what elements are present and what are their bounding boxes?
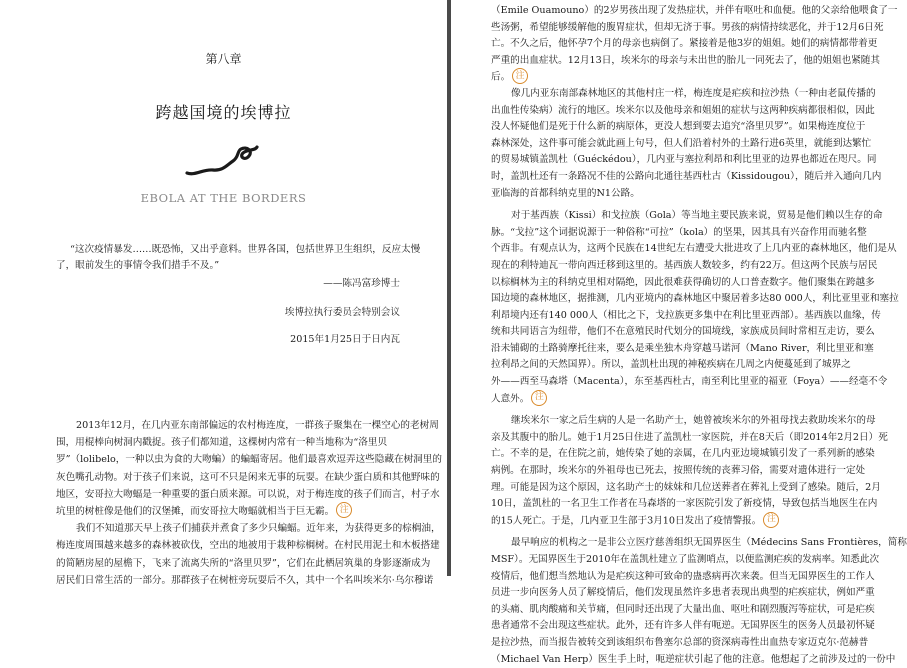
footnote-icon[interactable]: 注 (763, 512, 779, 528)
text-line: 继埃米尔一家之后生病的人是一名助产士，她曾被埃米尔的外祖母找去救助埃米尔的母 (511, 415, 876, 427)
left-page (0, 0, 447, 586)
text-line-with-note (56, 503, 406, 520)
text-line: 员进一步向医务人员了解疫情后，他们发现虽然许多患者表现出典型的疟疾症状，例如严重 (491, 587, 875, 599)
text-line: 利昂境内还有140 000人（相比之下，戈拉族更多集中在利比里亚西部）。基西族以血缘，传 (491, 309, 881, 321)
footnote-icon[interactable]: 注 (512, 68, 528, 84)
text-line: 最早响应的机构之一是非公立医疗慈善组织无国界医生（Médecins Sans Frontières，简称 (511, 537, 907, 549)
chapter-english-title: EBOLA AT THE BORDERS (140, 191, 307, 205)
text-line: 些汤粥，希望能够缓解他的腹胃症状，但却无济于事。男孩的病情持续恶化，并于12月6日死 (491, 21, 884, 33)
text-line: 10日，盖凯杜的一名卫生工作者在马森塔的一家医院引发了新疫情，导致包括当地医生在内 (491, 498, 878, 510)
text-line: 2013年12月，在几内亚东南部偏远的农村梅连度，一群孩子聚集在一棵空心的老树周 (76, 420, 439, 431)
text-span: 人意外。 (491, 393, 530, 405)
chapter-title: 跨越国境的埃博拉 (155, 103, 292, 122)
text-line: 个西非。有观点认为，这两个民族在14世纪左右遭受大批进攻了上几内亚的森林地区，他们是从 (491, 243, 897, 255)
text-line: 的简陋房屋的屋檐下，飞来了流离失所的“洛里贝罗”，它们在此栖居筑巢的身影逐渐成为 (56, 557, 431, 569)
text-line: 围，用棍棒向树洞内戳捉。孩子们都知道，这棵树内常有一种当地称为“洛里贝 (56, 437, 388, 449)
chapter-number: 第八章 (205, 52, 242, 66)
text-line: 罗”（lolibelo，一种以虫为食的大吻蝙）的蝙蝠寄居。他们最喜欢逗弄这些隐藏在树洞里的 (56, 454, 442, 466)
text-line: 外——西至马森塔（Macenta），东至基西杜古，南至利比里亚的福亚（Foya）——经毫不令 (491, 376, 888, 388)
epigraph-date: 2015年1月25日于日内瓦 (290, 334, 400, 345)
text-line: 理。可能是因为这个原因，这名助产士的妹妹和几位送葬者在葬礼上受到了感染。随后，2月 (491, 481, 881, 493)
text-line: （Emile Ouamouno）的2岁男孩出现了发热症状，并伴有呕吐和血便。他的父亲给他喂食了一 (491, 5, 898, 16)
text-line: 严重的出血症状。12月13日，埃米尔的母亲与未出世的胎儿一同死去了，他的姐姐也紧随其 (491, 54, 880, 66)
text-line: 病例。在那时，埃米尔的外祖母也已死去，按照传统的丧葬习俗，需要对遗体进行一定处 (491, 465, 866, 477)
text-line: 森林深处，这件事可能会就此画上句号，但人们沿着村外的土路行进6英里，就能到达繁忙 (491, 137, 872, 149)
epigraph (56, 242, 421, 274)
text-line: 时，盖凯杜还有一条路况不佳的公路向北通往基西杜古（Kissidougou），随后并入通向几内 (491, 170, 882, 182)
text-line-with-note (491, 357, 873, 374)
epigraph-event: 埃博拉执行委员会特别会议 (284, 307, 400, 318)
epigraph-author: ——陈冯富珍博士 (323, 278, 400, 289)
text-line: 亡。不幸的是，在住院之前，她传染了她的亲属，在几内亚边境城镇引发了一系列新的感染 (491, 448, 875, 460)
text-line: 出血性传染病）流行的地区。埃米尔以及他母亲和姐姐的症状与这两种疾病都很相似，因此 (491, 104, 875, 116)
virus-squiggle-icon (185, 143, 261, 183)
text-line: 疫情后，他们想当然地认为是疟疾这种可致命的蛊惑病再次来袭。但当无国界医生的工作人 (491, 570, 875, 582)
text-line: 患者通常不会出现这些症状。此外，还有许多人伴有呃逆。无国界医生的医务人员最初怀疑 (491, 620, 875, 632)
text-line: 的头痛、肌肉酸痛和关节痛，但同时还出现了大量出血、呕吐和剧烈腹泻等症状，可是疟疾 (491, 603, 875, 615)
text-line: MSF）。无国界医生于2010年在盖凯杜建立了监测哨点，以便监测疟疾的发病率。知悉此次 (491, 554, 880, 565)
text-line: （Michael Van Herp）医生手上时，呃逆症状引起了他的注意。他想起了之前涉及过的一份中 (491, 653, 896, 665)
epigraph-line: 了，眼前发生的事情令我们措手不及。” (56, 260, 220, 271)
text-line-with-note (491, 391, 873, 408)
text-span: 坑里的树桩像是他们的汉堡摊，而安哥拉大吻蝠就相当于巨无霸。 (56, 505, 335, 517)
text-line: 居民们日常生活的一部分。那群孩子在树桩旁玩耍后不久，其中一个名叫埃米尔·乌尔穆诺 (56, 574, 434, 586)
text-line: 没人怀疑他们是死于什么新的病原体，更没人想到要去追究“洛里贝罗”。如果梅连度位于 (491, 121, 866, 133)
text-line: 亚临海的首都科纳克里的N1公路。 (491, 187, 640, 199)
right-page (451, 0, 907, 665)
text-line: 梅连度周围越来越多的森林被砍伐，空出的地被用于栽种棕榈树。在村民用泥土和木板搭建 (56, 540, 440, 552)
text-line: 是拉沙热，而当报告被转交到该组织布鲁塞尔总部的资深病毒性出血热专家迈克尔·范赫普 (491, 636, 869, 648)
text-line: 亲及其腹中的胎儿。她于1月25日住进了盖凯杜一家医院，并在8天后（即2014年2月2日）死 (491, 431, 888, 443)
footnote-icon[interactable]: 注 (531, 390, 547, 406)
text-line: 像几内亚东南部森林地区的其他村庄一样，梅连度是疟疾和拉沙热（一种由老鼠传播的 (511, 87, 876, 99)
text-line: 国边境的森林地区，据推测，几内亚境内的森林地区中聚居着多达80 000人，利比亚里亚和塞拉 (491, 293, 899, 305)
text-line-with-note (491, 69, 873, 86)
text-line: 现在的利特迪瓦一带向西迁移到这里的。基西族人数较多，约有22万。但这两个民族与居民 (491, 259, 878, 271)
text-line: 地区，安哥拉大吻蝠是一种重要的蛋白质来源。可以说，对于梅连度的孩子们而言，村子水 (56, 488, 440, 500)
epigraph-line: “这次疫情暴发……既恐怖，又出乎意料。世界各国，包括世界卫生组织，反应太慢 (70, 244, 421, 255)
text-line: 的贸易城镇盖凯杜（Guéckédou），几内亚与塞拉利昂和利比里亚的边界也都近在咫尺。同 (491, 154, 877, 166)
footnote-icon[interactable]: 注 (336, 502, 352, 518)
text-line: 我们不知道那天早上孩子们捕获并煮食了多少只蝙蝠。近年来，为获得更多的棕榈油， (76, 523, 441, 535)
left-body-text (56, 417, 442, 589)
text-line: 统和共同语言为纽带，他们不在意殖民时代划分的国境线，家族成员间时常相互走访，要么 (491, 326, 875, 338)
text-line-with-note (491, 513, 873, 530)
text-line: 灰色嘴孔动物。对于孩子们来说，这可不只是闲来无事的玩耍。在缺少蛋白质和其他野味的 (56, 471, 440, 483)
text-line: 沿未铺砌的土路骑摩托往来，要么是乘坐独木舟穿越马诺河（Mano River，利比里亚和塞 (491, 342, 874, 354)
text-span: 后。 (491, 71, 511, 83)
right-body-text (491, 3, 907, 668)
text-line: 对于基西族（Kissi）和戈拉族（Gola）等当地主要民族来说，贸易是他们赖以生存的命 (511, 210, 883, 222)
text-line: 以棕榈林为主的科纳克里相对隔绝，因此很难获得确切的人口普查数字。他们聚集在跨越多 (491, 276, 875, 288)
text-span: 的15人死亡。于是，几内亚卫生部于3月10日发出了疫情警报。 (491, 515, 762, 527)
text-span: 拉利昂之间的天然国界）。所以，盖凯杜出现的神秘疾病在几周之内便蔓延到了城界之 (491, 359, 851, 371)
text-line: 亡。不久之后，他怀孕7个月的母亲也病倒了。紧接着是他3岁的姐姐。她们的病情都带着更 (491, 38, 878, 50)
text-line: 脉。“戈拉”这个词据说源于一种俗称“可拉”（kola）的坚果，因其具有兴奋作用而驰名整 (491, 226, 867, 238)
